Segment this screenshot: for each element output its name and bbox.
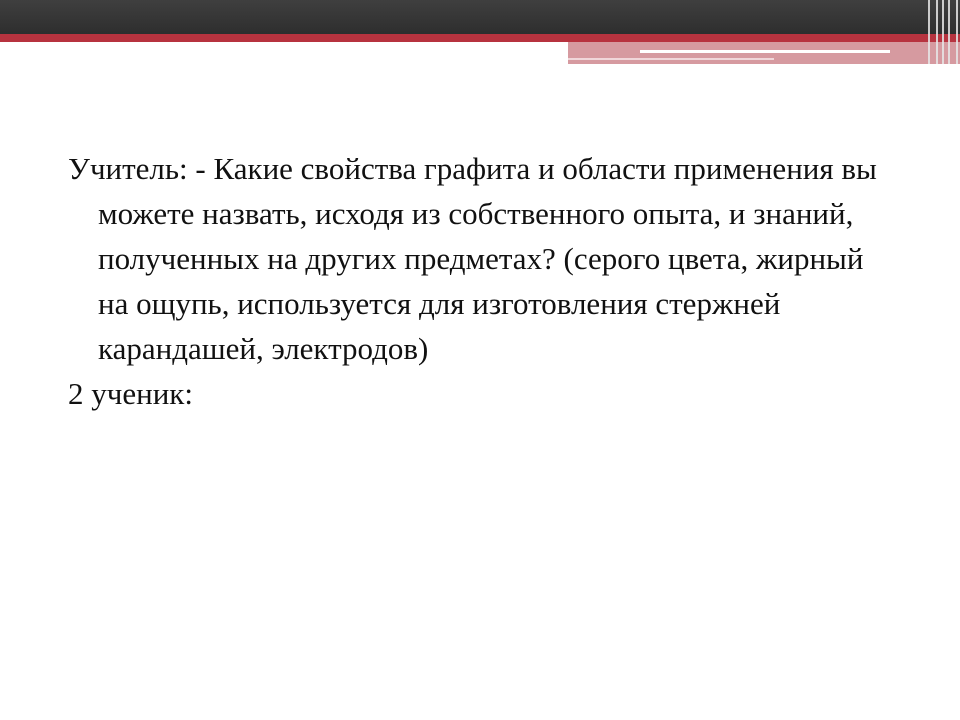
stripe: [936, 0, 938, 64]
stripe: [956, 0, 958, 64]
header-dark-bar: [0, 0, 960, 34]
header-red-band: [0, 34, 960, 42]
slide-body-text: [68, 146, 898, 416]
header-light-line: [568, 58, 774, 60]
header-white-line: [640, 50, 890, 53]
header-pink-band: [568, 42, 960, 64]
header-stripes-decoration: [918, 0, 960, 64]
stripe: [942, 0, 944, 64]
stripe: [948, 0, 950, 64]
student-label-paragraph: 2 ученик:: [68, 376, 193, 411]
stripe: [928, 0, 930, 64]
teacher-question-paragraph: Учитель: - Какие свойства графита и области применения вы можете назвать, исходя из собственного опыта, и знаний, полученных на других предметах? (серого цвета, жирный на ощупь, используется для изготовления стержней карандашей, электродов): [68, 151, 877, 366]
